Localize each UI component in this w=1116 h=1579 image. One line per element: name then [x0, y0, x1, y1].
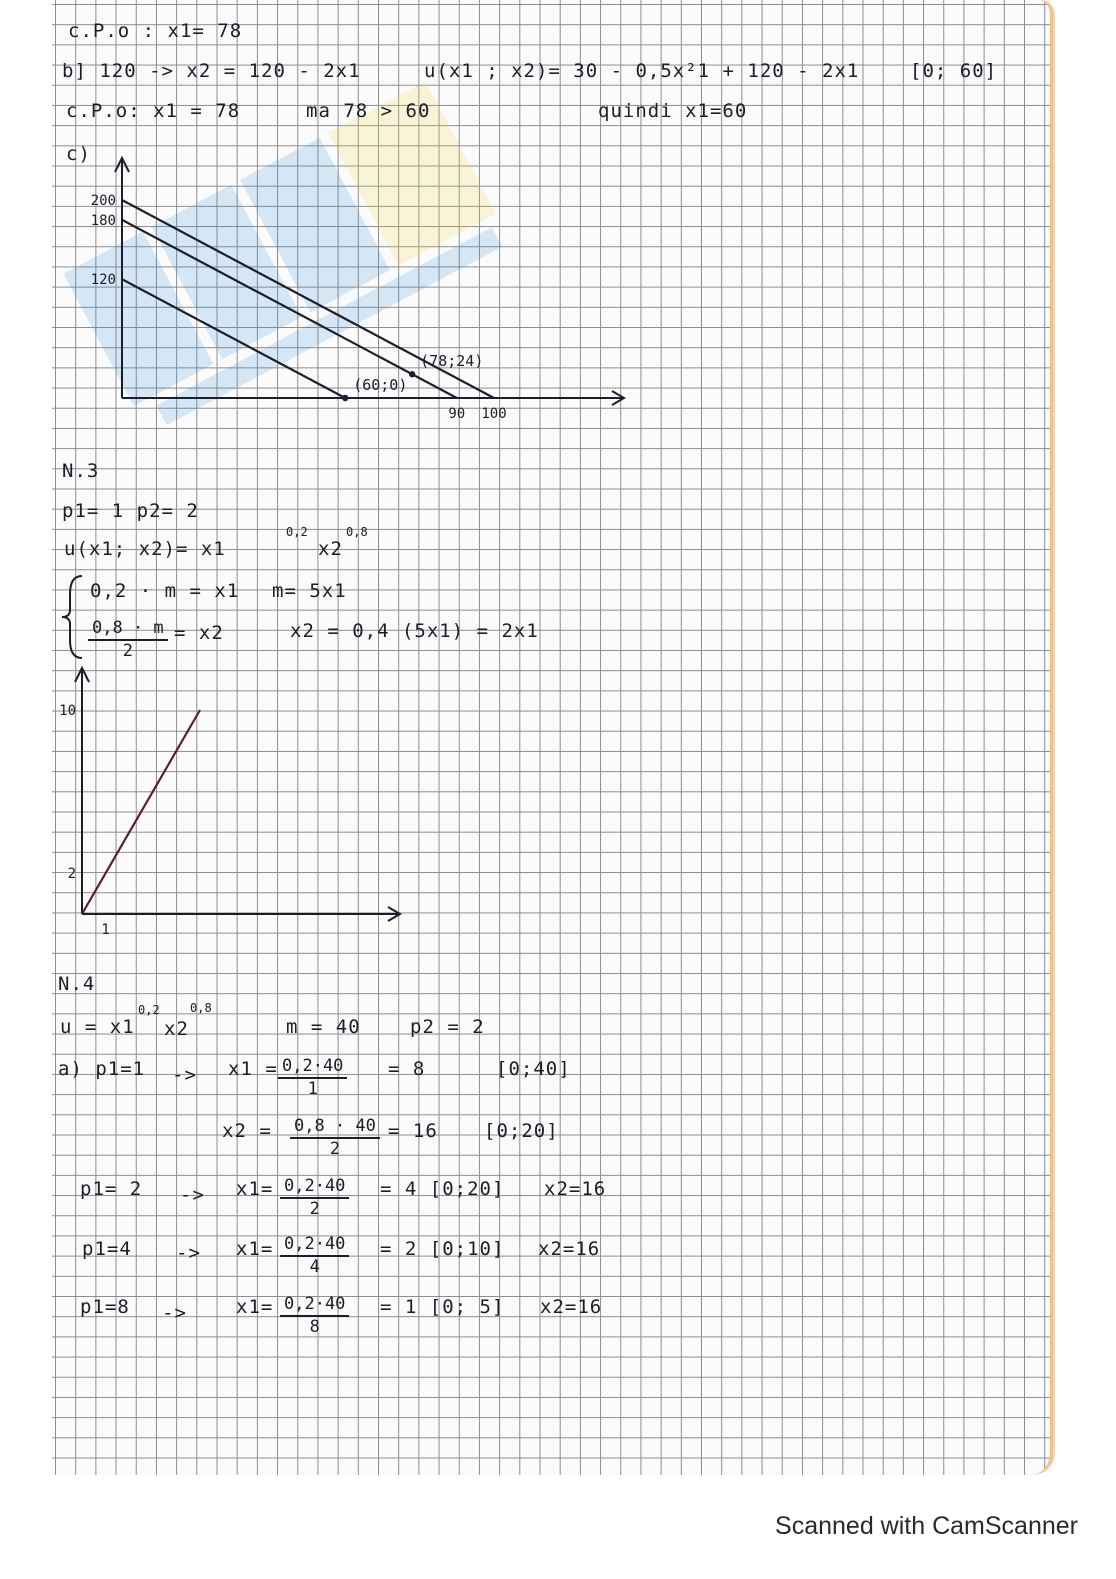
x1-den: 1	[307, 1079, 318, 1099]
x1-num: 0,2·40	[278, 1058, 347, 1079]
y-tick-label-2: 180	[90, 212, 116, 229]
arrow-1: ->	[172, 1064, 197, 1086]
line-cpo-1: c.P.o : x1= 78	[68, 20, 243, 42]
case-p1-2-den: 2	[309, 1199, 320, 1219]
x2-num: 0,8 · 40	[290, 1118, 380, 1139]
y-tick-label-1: 120	[90, 272, 116, 289]
x2-lhs: x2 =	[222, 1120, 272, 1142]
line-b-utility: u(x1 ; x2)= 30 - 0,5x²1 + 120 - 2x1	[424, 60, 860, 82]
system-eq2-x2: = x2	[174, 622, 224, 644]
scanner-footer: Scanned with CamScanner	[775, 1512, 1078, 1540]
case-p1-2-result: = 4 [0;20]	[380, 1178, 505, 1200]
case-p1-8-num: 0,2·40	[280, 1296, 349, 1317]
chart-budget-lines	[70, 130, 650, 430]
x-tick-label-2: 100	[481, 406, 507, 422]
system-eq2-den: 2	[122, 641, 133, 661]
n3-utility-x2: x2	[318, 538, 343, 560]
case-p1-4-x2: x2=16	[538, 1238, 601, 1260]
case-p1-4-label: p1=4	[82, 1238, 132, 1260]
point-label-1: (60;0)	[353, 376, 408, 394]
x-tick-label-1: 1	[101, 922, 110, 938]
case-p1-2-fraction	[280, 1178, 349, 1218]
arrow-4: ->	[162, 1302, 187, 1324]
case-p1-4-lhs: x1=	[236, 1238, 274, 1260]
y-tick-label-2: 10	[59, 703, 76, 719]
section-n3-title: N.3	[62, 460, 100, 482]
point-label-2: (78;24)	[420, 352, 484, 371]
system-eq2-fraction	[88, 620, 168, 660]
n3-utility: u(x1; x2)= x1	[64, 538, 226, 560]
series-line-2	[122, 220, 457, 398]
x-tick-label-1: 90	[448, 406, 466, 422]
n3-exp-x1: 0,2	[286, 525, 308, 539]
system-eq1-m: m= 5x1	[272, 580, 347, 602]
n4-price-2: p2 = 2	[410, 1016, 485, 1038]
case-p1-8-x2: x2=16	[540, 1296, 603, 1318]
y-tick-label-3: 200	[90, 193, 116, 209]
x1-lhs: x1 =	[228, 1058, 278, 1080]
x2-den: 2	[329, 1139, 341, 1159]
x1-result: = 8	[388, 1058, 426, 1080]
system-eq2-result: x2 = 0,4 (5x1) = 2x1	[290, 620, 539, 642]
line-c-label: c)	[66, 143, 91, 165]
case-p1-8-label: p1=8	[80, 1296, 130, 1318]
case-p1-8-result: = 1 [0; 5]	[380, 1296, 505, 1318]
data-point-2	[409, 371, 415, 377]
line-cpo-2-conclusion: quindi x1=60	[598, 100, 748, 122]
case-p1-2-x2: x2=16	[544, 1178, 607, 1200]
n4-utility: u = x1	[60, 1016, 135, 1038]
n3-exp-x2: 0,8	[346, 525, 368, 539]
case-p1-8-lhs: x1=	[236, 1296, 274, 1318]
n4-exp-x1: 0,2	[138, 1003, 160, 1017]
y-tick-label-1: 2	[67, 866, 76, 883]
system-eq1: 0,2 · m = x1	[90, 580, 240, 602]
series-line-1	[82, 710, 200, 914]
line-cpo-2-compare: ma 78 > 60	[306, 100, 431, 122]
case-p1-2-label: p1= 2	[80, 1178, 143, 1200]
arrow-3: ->	[176, 1242, 201, 1264]
case-p1-8-den: 8	[309, 1317, 320, 1337]
x2-fraction	[290, 1118, 380, 1158]
data-point-1	[342, 395, 348, 401]
chart-expansion-path	[50, 690, 430, 940]
x1-interval: [0;40]	[496, 1058, 571, 1080]
system-eq2-num: 0,8 · m	[88, 620, 168, 641]
line-b-interval: [0; 60]	[910, 60, 998, 82]
case-p1-4-den: 4	[309, 1257, 320, 1277]
case-p1-4-fraction	[280, 1236, 349, 1276]
x2-result: = 16	[388, 1120, 438, 1142]
n4-exp-x2: 0,8	[190, 1001, 212, 1015]
x1-fraction	[278, 1058, 347, 1098]
line-b-constraint: b] 120 -> x2 = 120 - 2x1	[62, 60, 361, 82]
series-line-1	[122, 279, 345, 398]
case-p1-8-fraction	[280, 1296, 349, 1336]
n4-utility-x2: x2	[164, 1018, 189, 1040]
n4-income: m = 40	[286, 1016, 361, 1038]
case-p1-2-lhs: x1=	[236, 1178, 274, 1200]
x2-interval: [0;20]	[484, 1120, 559, 1142]
arrow-2: ->	[180, 1184, 205, 1206]
case-p1-4-result: = 2 [0;10]	[380, 1238, 505, 1260]
case-p1-2-num: 0,2·40	[280, 1178, 349, 1199]
case-p1-4-num: 0,2·40	[280, 1236, 349, 1257]
n3-prices: p1= 1 p2= 2	[62, 500, 199, 522]
case-p1-1-label: a) p1=1	[58, 1058, 146, 1080]
line-cpo-2: c.P.o: x1 = 78	[66, 100, 241, 122]
system-brace	[60, 574, 90, 660]
section-n4-title: N.4	[58, 973, 96, 995]
